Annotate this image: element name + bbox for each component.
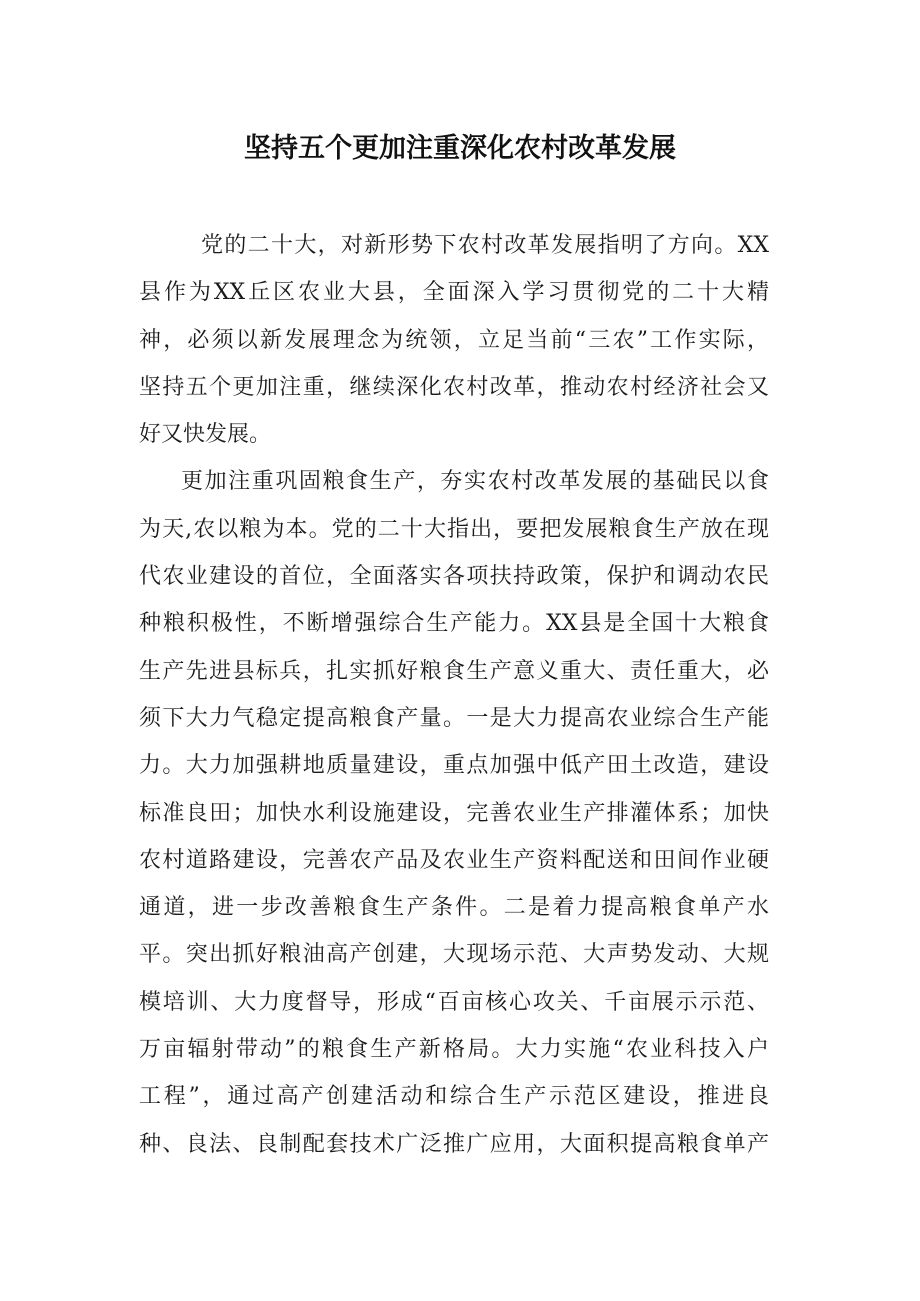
paragraph-line: 种、良法、良制配套技术广泛推广应用，大面积提高粮食单产 xyxy=(139,1131,769,1157)
paragraph-line: 力。大力加强耕地质量建设，重点加强中低产田土改造，建设 xyxy=(139,753,769,779)
document-title: 坚持五个更加注重深化农村改革发展 xyxy=(244,133,676,164)
paragraph-line: 县作为XX丘区农业大县，全面深入学习贯彻党的二十大精 xyxy=(139,280,769,306)
paragraph-2 xyxy=(139,458,769,1167)
paragraph-line: 工程”，通过高产创建活动和综合生产示范区建设，推进良 xyxy=(139,1084,769,1110)
paragraph-line: 好又快发展。 xyxy=(139,422,272,448)
paragraph-1 xyxy=(139,222,769,458)
paragraph-line: 农村道路建设，完善农产品及农业生产资料配送和田间作业硬 xyxy=(139,847,769,873)
paragraph-line: 模培训、大力度督导，形成“百亩核心攻关、千亩展示示范、 xyxy=(139,989,769,1015)
paragraph-line: 须下大力气稳定提高粮食产量。一是大力提高农业综合生产能 xyxy=(139,705,769,731)
paragraph-line: 坚持五个更加注重，继续深化农村改革，推动农村经济社会又 xyxy=(139,374,769,400)
paragraph-line: 万亩辐射带动”的粮食生产新格局。大力实施“农业科技入户 xyxy=(139,1037,769,1063)
paragraph-line: 通道，进一步改善粮食生产条件。二是着力提高粮食单产水 xyxy=(139,895,769,921)
paragraph-line: 标准良田；加快水利设施建设，完善农业生产排灌体系；加快 xyxy=(139,800,769,826)
paragraph-line: 党的二十大，对新形势下农村改革发展指明了方向。XX xyxy=(201,233,769,258)
paragraph-line: 神，必须以新发展理念为统领，立足当前“三农”工作实际， xyxy=(139,327,769,353)
document-body xyxy=(139,222,769,1168)
paragraph-line: 为天,农以粮为本。党的二十大指出，要把发展粮食生产放在现 xyxy=(139,516,769,542)
paragraph-line: 更加注重巩固粮食生产，夯实农村改革发展的基础民以食 xyxy=(181,469,769,495)
paragraph-line: 代农业建设的首位，全面落实各项扶持政策，保护和调动农民 xyxy=(139,564,769,590)
paragraph-line: 种粮积极性，不断增强综合生产能力。XX县是全国十大粮食 xyxy=(139,611,769,637)
paragraph-line: 平。突出抓好粮油高产创建，大现场示范、大声势发动、大规 xyxy=(139,942,769,968)
paragraph-line: 生产先进县标兵，扎实抓好粮食生产意义重大、责任重大，必 xyxy=(139,658,769,684)
